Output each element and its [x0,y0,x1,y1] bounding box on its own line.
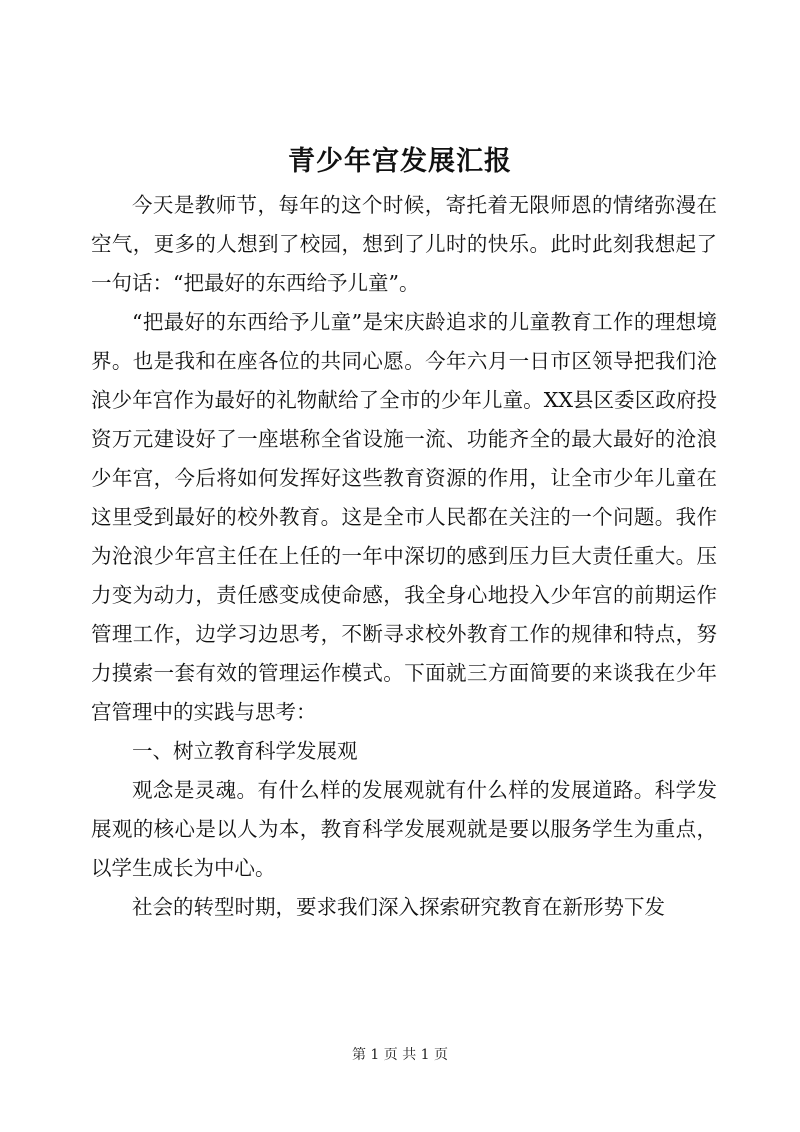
page-footer: 第 1 页 共 1 页 [351,1047,449,1063]
section-heading: 一、树立教育科学发展观 [132,739,358,763]
paragraph-concept: 观念是灵魂。有什么样的发展观就有什么样的发展道路。科学发展观的核心是以人为本，教育科学发展观就是要以服务学生为重点，以学生成长为中心。 [91,778,717,880]
paragraph-society: 社会的转型时期，要求我们深入探索研究教育在新形势下发 [132,895,665,919]
paragraph-quote: “把最好的东西给予儿童”是宋庆龄追求的儿童教育工作的理想境界。也是我和在座各位的共同心愿。今年六月一日市区领导把我们沧浪少年宫作为最好的礼物献给了全市的少年儿童。XX县区委区政府投资万元建设好了一座堪称全省设施一流、功能齐全的最大最好的沧浪少年宫，今后将如何发挥好这些教育资源的作用，让全市少年儿童在这里受到最好的校外教育。这是全市人民都在关注的一个问题。我作为沧浪少年宫主任在上任的一年中深切的感到压力巨大责任重大。压力变为动力，责任感变成使命感，我全身心地投入少年宫的前期运作管理工作，边学习边思考，不断寻求校外教育工作的规律和特点，努力摸索一套有效的管理运作模式。下面就三方面简要的来谈我在少年宫管理中的实践与思考： [91,310,717,724]
page-title: 青少年宫发展汇报 [288,146,512,177]
paragraph-intro: 今天是教师节，每年的这个时候，寄托着无限师恩的情绪弥漫在空气，更多的人想到了校园，想到了儿时的快乐。此时此刻我想起了一句话：“把最好的东西给予儿童”。 [91,193,717,295]
document-body [91,186,717,927]
